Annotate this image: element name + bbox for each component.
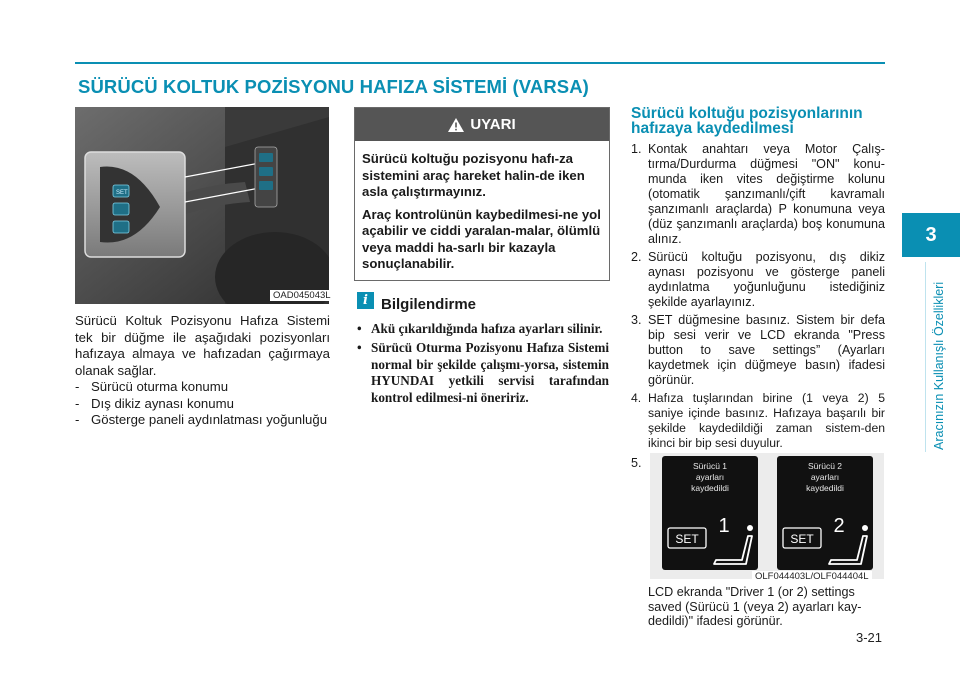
lcd-image-code: OLF044403L/OLF044404L: [752, 571, 872, 582]
step-item: 3. SET düğmesine basınız. Sistem bir defa bip sesi verir ve LCD ekranda "Press button to save settings” (Ayarları kaydetmek için düğmeye basın) ifadesi görünür.: [631, 313, 885, 387]
lcd-illustration: [650, 453, 884, 579]
warning-text: [362, 151, 602, 279]
page-title: SÜRÜCÜ KOLTUK POZİSYONU HAFIZA SİSTEMİ (VARSA): [78, 76, 589, 97]
info-icon: i: [357, 292, 374, 309]
intro-paragraph: Sürücü Koltuk Pozisyonu Hafıza Sistemi tek bir düğme ile aşağıdaki pozisyonları hafızaya almaya ve hafızadan çağırmaya olanak sağlar.: [75, 313, 330, 378]
step-5-number: 5.: [631, 456, 642, 470]
door-panel-illustration: [75, 107, 329, 304]
warning-box: [354, 107, 610, 281]
chapter-title-text: Aracınızın Kullanışlı Özellikleri: [932, 281, 946, 450]
chapter-tab: 3: [902, 213, 960, 257]
info-header: Bilgilendirme: [381, 296, 477, 313]
door-panel-photo: [75, 107, 329, 304]
svg-text:1: 1: [718, 518, 730, 537]
section-subtitle: Sürücü koltuğu pozisyonlarının hafızaya kaydedilmesi: [631, 105, 863, 137]
page-number: 3-21: [856, 630, 883, 645]
warning-paragraph-1: Sürücü koltuğu pozisyonu hafı-za sistemini araç hareket halin-de iken asla çalıştırmayınız.: [362, 151, 585, 199]
set-seat-2-icon: [781, 518, 871, 568]
photo-code: OAD045043L: [270, 290, 334, 301]
warning-header: [355, 108, 609, 141]
list-item: • Sürücü Oturma Pozisyonu Hafıza Sistemi normal bir şekilde çalışmı-yorsa, sistemin HYUNDAI yetkili servisi tarafından kontrol edilmesi-ni öneririz.: [357, 339, 609, 406]
step-item: 2. Sürücü koltuğu pozisyonu, dış dikiz aynası pozisyonu ve gösterge paneli aydınlatma yoğunluğunu istediğiniz şekilde ayarlayınız.: [631, 250, 885, 309]
svg-text:2: 2: [833, 518, 845, 537]
steps-list: [631, 142, 885, 454]
warning-header-label: UYARI: [470, 116, 516, 133]
side-divider: [925, 262, 926, 452]
list-item: - Gösterge paneli aydınlatması yoğunluğu: [75, 412, 328, 427]
step-5-text: LCD ekranda "Driver 1 (or 2) settings saved (Sürücü 1 (veya 2) ayarları kay-dedildi)" ifadesi görünür.: [648, 585, 862, 628]
svg-text:SET: SET: [116, 190, 128, 196]
lcd-screen-driver-1: Sürücü 1 ayarları kaydedildi SET 1: [662, 456, 758, 570]
step-item: 4. Hafıza tuşlarından birine (1 veya 2) 5 saniye içinde basınız. Hafızaya başarılı bir şekilde kaydedildiği zaman sistem-den ikinci bir bip sesi duyulur.: [631, 391, 885, 450]
list-item: • Akü çıkarıldığında hafıza ayarları silinir.: [357, 321, 603, 336]
list-item: - Sürücü oturma konumu: [75, 379, 229, 394]
svg-text:SET: SET: [675, 532, 699, 546]
memory-items-list: [75, 379, 330, 429]
set-seat-1-icon: [666, 518, 756, 568]
step-item: 1. Kontak anahtarı veya Motor Çalış-tırma/Durdurma düğmesi "ON" konu-munda iken vites değiştirme kolunu (otomatik şanzımanlı/çift kavramalı şanzımanlı araçlarda) P konumuna veya (düz şanzımanlı araçlarda) boş konumuna alınız.: [631, 142, 885, 246]
chapter-title-vertical: [932, 268, 946, 448]
info-list: [357, 321, 609, 409]
list-item: - Dış dikiz aynası konumu: [75, 395, 234, 411]
svg-text:SET: SET: [790, 532, 814, 546]
lcd-screen-driver-2: Sürücü 2 ayarları kaydedildi SET 2: [777, 456, 873, 570]
warning-triangle-icon: [448, 118, 464, 132]
warning-paragraph-2: Araç kontrolünün kaybedilmesi-ne yol açabilir ve ciddi yaralan-malar, ölümlü veya maddi ha-sarlı bir kazayla sonuçlanabilir.: [362, 206, 601, 271]
header-rule: [75, 62, 885, 64]
